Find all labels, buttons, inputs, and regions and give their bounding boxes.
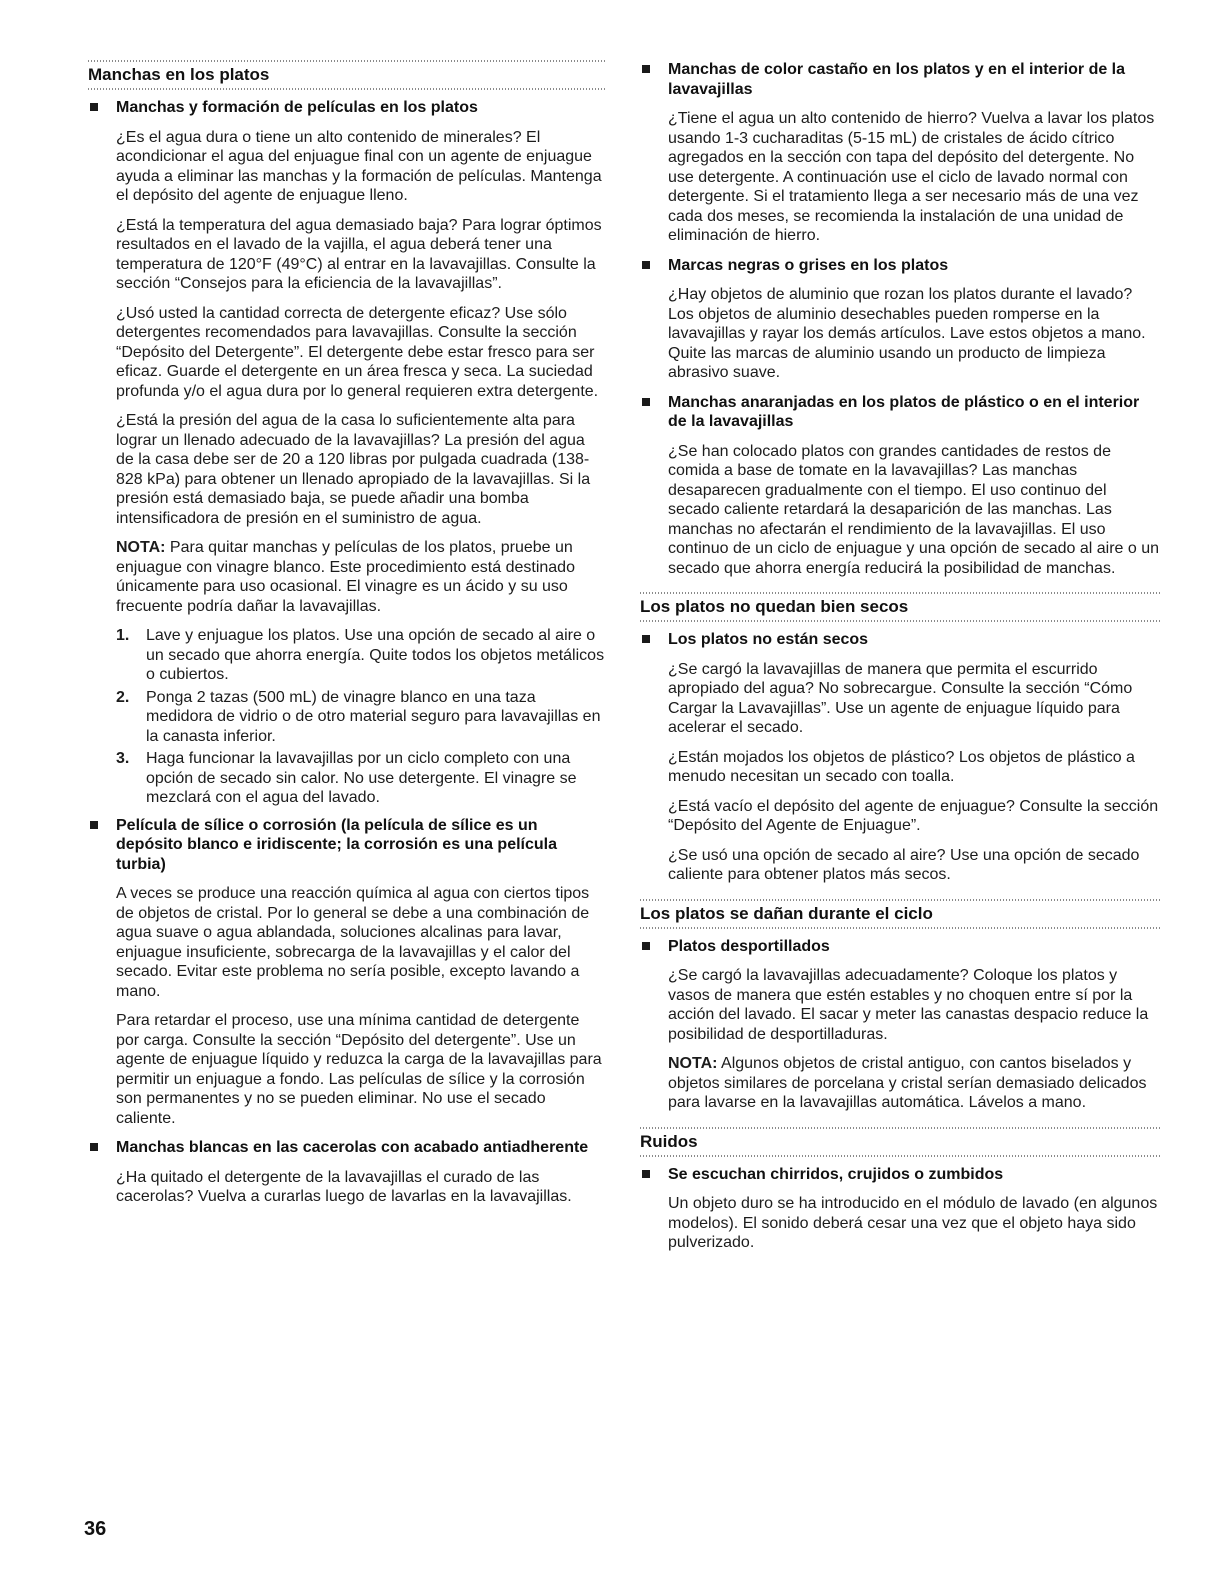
paragraph: ¿Es el agua dura o tiene un alto contenido de minerales? El acondicionar el agua del enjuague final con un agente de enjuague ayuda a eliminar las manchas y la formación de películas. Mantenga el depósito del agente de enjuague lleno. — [116, 128, 602, 204]
section-title: Ruidos — [640, 1131, 698, 1151]
square-bullet-icon — [642, 635, 650, 643]
section-title: Los platos se dañan durante el ciclo — [640, 903, 933, 923]
topic-title: Se escuchan chirridos, crujidos o zumbidos — [668, 1165, 1004, 1183]
paragraph: Para retardar el proceso, use una mínima cantidad de detergente por carga. Consulte la sección “Depósito del detergente”. Use un agente de enjuague líquido y reduzca la carga de la lavavajillas para permitir un enjuague a fondo. Las películas de sílice y la corrosión son permanentes y no se pueden eliminar. No use el secado caliente. — [116, 1012, 602, 1127]
paragraph: ¿Tiene el agua un alto contenido de hierro? Vuelva a lavar los platos usando 1-3 cucharaditas (5-15 mL) de cristales de ácido cítrico agregados en la sección con tapa del depósito del detergente. No use detergente. A continuación use el ciclo de lavado normal con detergente. Si el tratamiento llega a ser necesario más de una vez cada dos meses, se recomienda la instalación de una unidad de eliminación de hierro. — [668, 110, 1155, 244]
paragraph: ¿Hay objetos de aluminio que rozan los platos durante el lavado? Los objetos de aluminio desechables pueden romperse en la lavavajillas y rayar los demás artículos. Lave estos objetos a mano. Quite las marcas de aluminio usando un producto de limpieza abrasivo suave. — [668, 286, 1146, 381]
topic-title: Marcas negras o grises en los platos — [668, 256, 949, 274]
section-header-damaged — [640, 899, 1160, 929]
section-title: Manchas en los platos — [88, 65, 270, 84]
section-title: Los platos no quedan bien secos — [640, 597, 909, 616]
steps-list — [116, 626, 606, 808]
paragraph: ¿Ha quitado el detergente de la lavavajillas el curado de las cacerolas? Vuelva a curarlas luego de lavarlas en la lavavajillas. — [116, 1168, 572, 1205]
topic-not-dry — [640, 630, 1160, 885]
topic-white-spots-cookware — [88, 1138, 606, 1207]
topic-title: Manchas y formación de películas en los platos — [116, 99, 478, 116]
note-label: NOTA: — [116, 539, 166, 556]
square-bullet-icon — [642, 65, 650, 73]
dotted-rule — [640, 1155, 1160, 1157]
section-header-noises — [640, 1127, 1160, 1157]
topic-black-gray-marks — [640, 256, 1160, 383]
paragraph: ¿Está la presión del agua de la casa lo suficientemente alta para lograr un llenado adecuado de la lavavajillas? La presión del agua de la casa debe ser de 20 a 120 libras por pulgada cuadrada (138-828 kPa) para obtener un llenado apropiado de la lavavajillas. Si la presión está demasiado baja, se puede añadir una bomba intensificadora de presión en el suministro de agua. — [116, 412, 591, 527]
left-column — [88, 60, 606, 1217]
paragraph: ¿Se cargó la lavavajillas adecuadamente? Coloque los platos y vasos de manera que estén estables y no choquen entre sí por la acción del lavado. El sacar y meter las canastas despacio reduce la posibilidad de desportilladuras. — [668, 967, 1149, 1043]
paragraph: ¿Está la temperatura del agua demasiado baja? Para lograr óptimos resultados en el lavado de la vajilla, el agua deberá tener una temperatura de 120°F (49°C) al entrar en la lavavajillas. Consulte la sección “Consejos para la eficiencia de la lavavajillas”. — [116, 216, 602, 292]
section-header-not-dry — [640, 592, 1160, 622]
list-item — [116, 688, 606, 747]
note-text: Para quitar manchas y películas de los platos, pruebe un enjuague con vinagre blanco. Este procedimiento está destinado únicamente para uso ocasional. El vinagre es un ácido y su uso frecuente podría dañar la lavavajillas. — [116, 539, 575, 615]
page-number: 36 — [84, 1518, 107, 1540]
step-text: Ponga 2 tazas (500 mL) de vinagre blanco en una taza medidora de vidrio o de otro material seguro para lavavajillas en la canasta inferior. — [146, 688, 601, 745]
note-text: Algunos objetos de cristal antiguo, con cantos biselados y objetos similares de porcelana y cristal serían demasiado delicados para lavarse en la lavavajillas automática. Lávelos a mano. — [668, 1055, 1147, 1111]
topic-title: Platos desportillados — [668, 937, 830, 955]
topic-title: Los platos no están secos — [668, 631, 869, 648]
paragraph: ¿Se usó una opción de secado al aire? Use una opción de secado caliente para obtener platos más secos. — [668, 846, 1140, 883]
step-number: 1. — [116, 627, 130, 644]
topic-orange-stains — [640, 393, 1160, 579]
paragraph: Un objeto duro se ha introducido en el módulo de lavado (en algunos modelos). El sonido deberá cesar una vez que el objeto haya sido pulverizado. — [668, 1195, 1158, 1251]
step-text: Lave y enjuague los platos. Use una opción de secado al aire o un secado que ahorra energía. Quite todos los objetos metálicos o cubiertos. — [146, 627, 605, 683]
square-bullet-icon — [90, 1143, 98, 1151]
paragraph: ¿Se cargó la lavavajillas de manera que permita el escurrido apropiado del agua? No sobrecargue. Consulte la sección “Cómo Cargar la Lavavajillas”. Use un agente de enjuague líquido para acelerar el secado. — [668, 660, 1133, 736]
paragraph: A veces se produce una reacción química al agua con ciertos tipos de objetos de cristal. Por lo general se debe a una combinación de agua suave o agua ablandada, soluciones alcalinas para lavar, enjuague insuficiente, sobrecarga de la lavavajillas y el calor del secado. Evitar este problema no sería posible, excepto lavando a mano. — [116, 885, 590, 1000]
step-number: 2. — [116, 688, 130, 706]
topic-spots-films — [88, 98, 606, 808]
topic-title: Manchas de color castaño en los platos y en el interior de la lavavajillas — [668, 61, 1126, 98]
square-bullet-icon — [90, 821, 98, 829]
square-bullet-icon — [642, 1170, 650, 1178]
note-label: NOTA: — [668, 1055, 718, 1072]
step-number: 3. — [116, 750, 130, 767]
note-paragraph — [668, 1054, 1160, 1113]
topic-noises — [640, 1165, 1160, 1253]
topic-title: Manchas blancas en las cacerolas con acabado antiadherente — [116, 1139, 589, 1156]
paragraph: ¿Se han colocado platos con grandes cantidades de restos de comida a base de tomate en la lavavajillas? Las manchas desaparecen gradualmente con el tiempo. El uso continuo del secado caliente retardará la desaparición de las manchas. Las manchas no afectarán el rendimiento de la lavavajillas. El uso continuo de un ciclo de enjuague y una opción de secado al aire o un secado que ahorra energía reducirá la posibilidad de manchas. — [668, 442, 1160, 577]
square-bullet-icon — [90, 103, 98, 111]
paragraph: ¿Está vacío el depósito del agente de enjuague? Consulte la sección “Depósito del Agente de Enjuague”. — [668, 797, 1159, 834]
topic-title: Manchas anaranjadas en los platos de plástico o en el interior de la lavavajillas — [668, 393, 1140, 430]
square-bullet-icon — [642, 398, 650, 406]
topic-brown-stains — [640, 60, 1160, 246]
dotted-rule — [88, 88, 606, 90]
section-header-spots — [88, 60, 606, 90]
topic-title: Película de sílice o corrosión (la película de sílice es un depósito blanco e iridiscente; la corrosión es una película turbia) — [116, 816, 557, 873]
square-bullet-icon — [642, 942, 650, 950]
dotted-rule — [640, 927, 1160, 929]
topic-silica-etching — [88, 816, 606, 1129]
topic-chipped — [640, 937, 1160, 1113]
paragraph: ¿Están mojados los objetos de plástico? Los objetos de plástico a menudo necesitan un secado con toalla. — [668, 748, 1135, 785]
step-text: Haga funcionar la lavavajillas por un ciclo completo con una opción de secado sin calor. No use detergente. El vinagre se mezclará con el agua del lavado. — [146, 750, 577, 806]
square-bullet-icon — [642, 261, 650, 269]
paragraph: ¿Usó usted la cantidad correcta de detergente eficaz? Use sólo detergentes recomendados para lavavajillas. Consulte la sección “Depósito del Detergente”. El detergente debe estar fresco para ser eficaz. Guarde el detergente en un área fresca y seca. La suciedad profunda y/o el agua dura por lo general requieren extra detergente. — [116, 304, 599, 400]
right-column — [640, 60, 1160, 1263]
list-item — [116, 626, 606, 685]
dotted-rule — [640, 620, 1160, 622]
list-item — [116, 749, 606, 808]
note-paragraph — [116, 538, 606, 616]
